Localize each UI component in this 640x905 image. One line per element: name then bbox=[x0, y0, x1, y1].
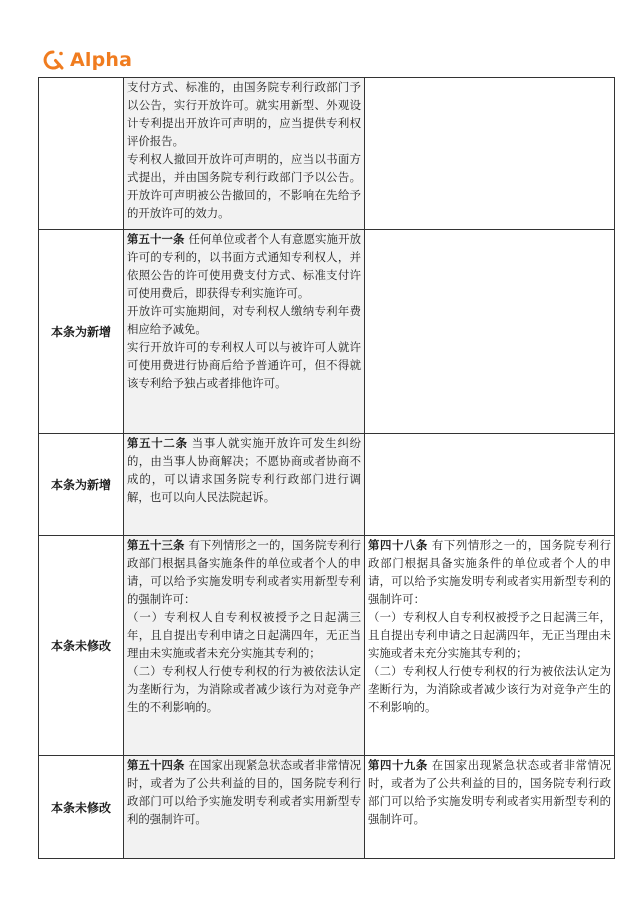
article-number: 第五十四条 bbox=[127, 758, 185, 772]
brand-logo bbox=[42, 48, 132, 72]
old-text-cell bbox=[365, 78, 615, 230]
paragraph: （二）专利权人行使专利权的行为被依法认定为垄断行为，为消除或者减少该行为对竞争产生的不利影响的。 bbox=[368, 664, 611, 714]
status-cell: 本条为新增 bbox=[39, 230, 124, 434]
article-number: 第四十九条 bbox=[368, 758, 428, 772]
paragraph: （二）专利权人行使专利权的行为被依法认定为垄断行为，为消除或者减少该行为对竞争产生的不利影响的。 bbox=[127, 664, 361, 714]
article-number: 第五十一条 bbox=[127, 232, 185, 246]
old-text-cell bbox=[365, 230, 615, 434]
old-text-cell bbox=[365, 536, 615, 756]
article-number: 第四十八条 bbox=[368, 538, 428, 552]
paragraph: 实行开放许可的专利权人可以与被许可人就许可使用费进行协商后给予普通许可，但不得就该专利给予独占或者排他许可。 bbox=[127, 340, 361, 390]
new-text-cell bbox=[124, 78, 365, 230]
comparison-table bbox=[38, 77, 615, 859]
status-cell: 本条未修改 bbox=[39, 536, 124, 756]
old-text-cell bbox=[365, 756, 615, 859]
paragraph: 第五十三条 有下列情形之一的，国务院专利行政部门根据具备实施条件的单位或者个人的申请，可以给予实施发明专利或者实用新型专利的强制许可： bbox=[127, 538, 361, 606]
table-row bbox=[39, 756, 615, 859]
paragraph: 第四十九条 在国家出现紧急状态或者非常情况时，或者为了公共利益的目的，国务院专利行政部门可以给予实施发明专利或者实用新型专利的强制许可。 bbox=[368, 758, 611, 826]
old-text-cell bbox=[365, 434, 615, 536]
paragraph: 支付方式、标准的，由国务院专利行政部门予以公告，实行开放许可。就实用新型、外观设计专利提出开放许可声明的，应当提供专利权评价报告。 bbox=[127, 80, 361, 148]
article-number: 第五十二条 bbox=[127, 436, 188, 450]
status-cell: 本条为新增 bbox=[39, 434, 124, 536]
paragraph: （一）专利权人自专利权被授予之日起满三年，且自提出专利申请之日起满四年，无正当理由未实施或者未充分实施其专利的； bbox=[127, 610, 361, 660]
new-text-cell bbox=[124, 230, 365, 434]
paragraph: 第五十二条 当事人就实施开放许可发生纠纷的，由当事人协商解决；不愿协商或者协商不成的，可以请求国务院专利行政部门进行调解，也可以向人民法院起诉。 bbox=[127, 436, 361, 504]
article-number: 第五十三条 bbox=[127, 538, 185, 552]
new-text-cell bbox=[124, 536, 365, 756]
new-text-cell bbox=[124, 434, 365, 536]
table-row bbox=[39, 78, 615, 230]
status-cell bbox=[39, 78, 124, 230]
paragraph: 第五十四条 在国家出现紧急状态或者非常情况时，或者为了公共利益的目的，国务院专利行政部门可以给予实施发明专利或者实用新型专利的强制许可。 bbox=[127, 758, 361, 826]
table-row bbox=[39, 230, 615, 434]
paragraph: 专利权人撤回开放许可声明的，应当以书面方式提出，并由国务院专利行政部门予以公告。开放许可声明被公告撤回的，不影响在先给予的开放许可的效力。 bbox=[127, 152, 361, 220]
alpha-logo-icon bbox=[42, 49, 64, 71]
paragraph: 开放许可实施期间，对专利权人缴纳专利年费相应给予减免。 bbox=[127, 304, 361, 336]
brand-name: Alpha bbox=[70, 49, 133, 71]
table-row bbox=[39, 536, 615, 756]
paragraph: 第五十一条 任何单位或者个人有意愿实施开放许可的专利的，以书面方式通知专利权人，并依照公告的许可使用费支付方式、标准支付许可使用费后，即获得专利实施许可。 bbox=[127, 232, 361, 300]
table-row bbox=[39, 434, 615, 536]
paragraph: 第四十八条 有下列情形之一的，国务院专利行政部门根据具备实施条件的单位或者个人的申请，可以给予实施发明专利或者实用新型专利的强制许可： bbox=[368, 538, 611, 606]
paragraph: （一）专利权人自专利权被授予之日起满三年，且自提出专利申请之日起满四年，无正当理由未实施或者未充分实施其专利的； bbox=[368, 610, 611, 660]
new-text-cell bbox=[124, 756, 365, 859]
status-cell: 本条未修改 bbox=[39, 756, 124, 859]
